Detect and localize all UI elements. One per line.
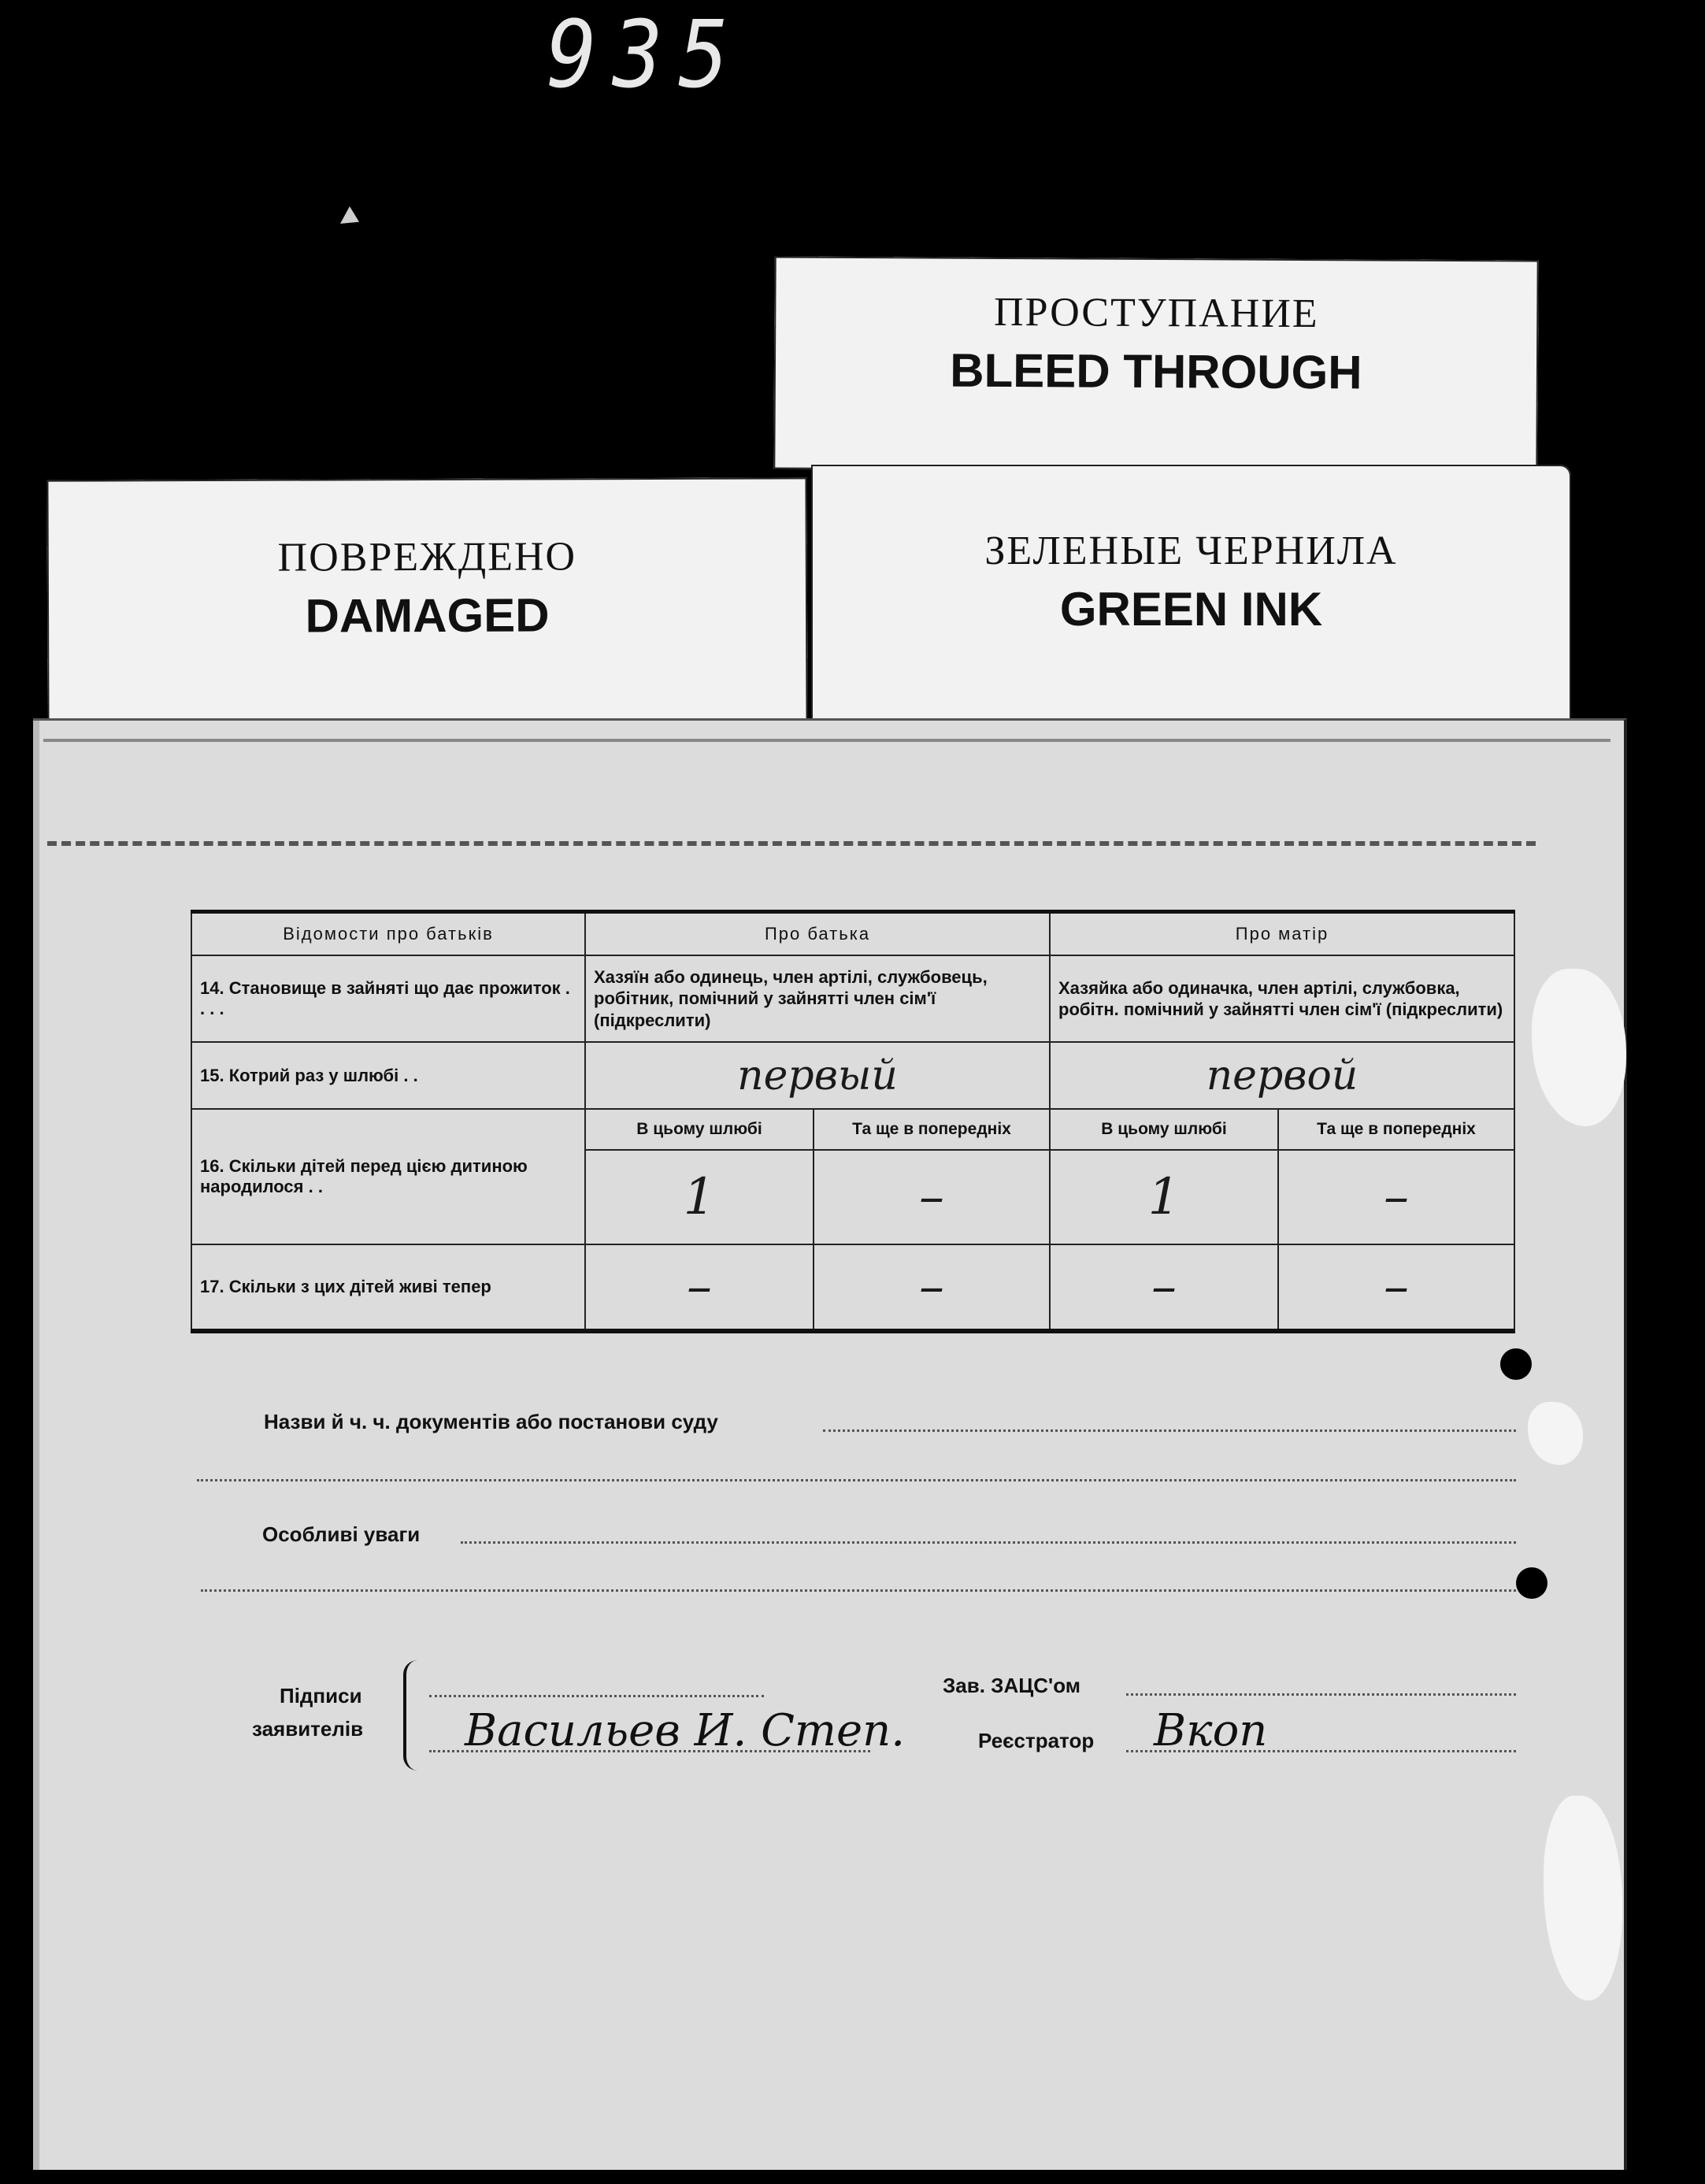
sub-father-prev: Та ще в попередніх (814, 1109, 1050, 1150)
header-info: Відомости про батьків (191, 912, 585, 956)
remarks-line (461, 1541, 1516, 1544)
damaged-ru: ПОВРЕЖДЕНО (277, 534, 577, 580)
signatures-label-1: Підписи (280, 1684, 362, 1708)
row16-father-this: 1 (585, 1150, 814, 1244)
header-father: Про батька (585, 912, 1050, 956)
punch-hole (1500, 1348, 1532, 1380)
bleed-through-ru: ПРОСТУПАНИЕ (993, 289, 1319, 337)
damaged-card (46, 477, 807, 724)
signatures-bracket (403, 1660, 424, 1771)
bleed-through-card (773, 256, 1538, 473)
head-line (1126, 1693, 1516, 1696)
signature-line-1 (429, 1695, 764, 1697)
green-ink-ru: ЗЕЛЕНЫЕ ЧЕРНИЛА (984, 528, 1398, 573)
green-ink-en: GREEN INK (1059, 583, 1323, 636)
row17-mother-prev: – (1278, 1244, 1514, 1331)
frame-number: 935 (546, 0, 745, 109)
sheet-edge (43, 739, 1610, 742)
signatures-label-2: заявителів (252, 1717, 364, 1741)
row16-mother-prev: – (1278, 1150, 1514, 1244)
row17-label: 17. Скільки з цих дітей живі тепер (191, 1244, 585, 1331)
bleed-through-en: BLEED THROUGH (950, 343, 1362, 399)
row17-father-prev: – (814, 1244, 1050, 1331)
registrar-label: Реєстратор (978, 1729, 1095, 1752)
head-label: Зав. ЗАЦС'ом (943, 1674, 1080, 1697)
film-speck (340, 206, 359, 224)
row15-mother: первой (1050, 1042, 1514, 1109)
row16-father-prev: – (814, 1150, 1050, 1244)
sub-mother-prev: Та ще в попередніх (1278, 1109, 1514, 1150)
registrar-signature: Вкоп (1154, 1705, 1268, 1756)
sub-father-this: В цьому шлюбі (585, 1109, 814, 1150)
parents-table (191, 910, 1515, 1333)
documents-line-2 (197, 1479, 1516, 1481)
row15-father: первый (585, 1042, 1050, 1109)
row14-father: Хазяїн або одинець, член артілі, службовець, робітник, помічний у зайнятті член сім'ї (підкреслити) (585, 955, 1050, 1042)
row15-label: 15. Котрий раз у шлюбі . . (191, 1042, 585, 1109)
green-ink-card (811, 465, 1571, 725)
sub-mother-this: В цьому шлюбі (1050, 1109, 1278, 1150)
damaged-en: DAMAGED (305, 588, 550, 643)
documents-label: Назви й ч. ч. документів або постанови суду (264, 1410, 718, 1433)
perforation-line (47, 841, 1536, 846)
header-mother: Про матір (1050, 912, 1514, 956)
punch-hole (1516, 1567, 1547, 1599)
row16-mother-this: 1 (1050, 1150, 1278, 1244)
row14-mother: Хазяйка або одиначка, член артілі, службовка, робітн. помічний у зайнятті член сім'ї (підкреслити) (1050, 955, 1514, 1042)
row17-father-this: – (585, 1244, 814, 1331)
row14-label: 14. Становище в зайняті що дає прожиток . . . . (191, 955, 585, 1042)
remarks-line-2 (201, 1589, 1516, 1592)
remarks-label: Особливі уваги (262, 1522, 421, 1546)
documents-line (823, 1429, 1516, 1432)
row16-label: 16. Скільки дітей перед цією дитиною народилося . . (191, 1109, 585, 1244)
applicant-signature: Васильев И. Степ. (465, 1705, 906, 1756)
row17-mother-this: – (1050, 1244, 1278, 1331)
